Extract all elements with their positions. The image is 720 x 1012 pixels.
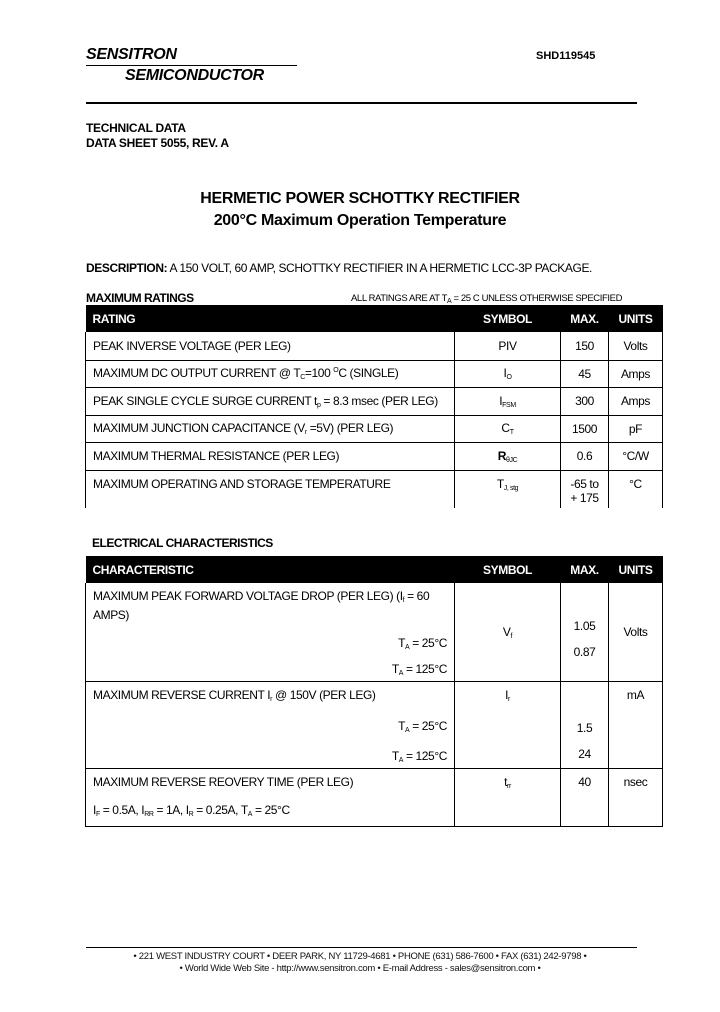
symbol-cell: $I_r$ [455, 682, 561, 769]
table-row [86, 470, 663, 508]
col-max: MAX. [561, 305, 609, 332]
part-number: SHD119545 [536, 50, 596, 62]
units-cell: Amps [609, 387, 663, 415]
table-row [86, 387, 663, 415]
electrical-heading: ELECTRICAL CHARACTERISTICS [92, 536, 273, 550]
description [86, 261, 592, 275]
max-cell: 150 [561, 332, 609, 360]
condition-125c: $T_A = 125^\circ C$ [391, 749, 447, 764]
symbol-cell: $T_{J, stg}$ [455, 470, 561, 508]
table-row [86, 769, 663, 827]
characteristic-cell: MAXIMUM REVERSE CURRENT $I_r$ @ 150V (PER LEG) $T_A = 25^\circ C$ $T_A = 125^\circ C$ [86, 682, 455, 769]
characteristic-cell: MAXIMUM PEAK FORWARD VOLTAGE DROP (PER LEG) ($I_f = 60$ AMPS) $T_A = 25^\circ C$ $T_A = 125^\circ C$ [86, 583, 455, 682]
max-cell: 40 [561, 769, 609, 827]
document-info [86, 121, 229, 151]
test-conditions: $I_F = 0.5A$, $I_{RR} = 1A$, $I_R = 0.25A$, $T_A = 25^\circ C$ [93, 803, 290, 818]
symbol-cell: $I_O$ [455, 360, 561, 387]
col-units: UNITS [609, 556, 663, 583]
characteristic-cell: MAXIMUM REVERSE REOVERY TIME (PER LEG) $I_F = 0.5A$, $I_{RR} = 1A$, $I_R = 0.25A$, $T_A = 25^\circ C$ [86, 769, 455, 827]
rating-cell: MAXIMUM OPERATING AND STORAGE TEMPERATURE [86, 470, 455, 508]
units-cell: Volts [609, 332, 663, 360]
rating-cell: MAXIMUM THERMAL RESISTANCE (PER LEG) [86, 442, 455, 470]
table-row [86, 682, 663, 769]
max-cell: -65 to + 175 [561, 470, 609, 508]
col-symbol: SYMBOL [455, 305, 561, 332]
table-row [86, 360, 663, 387]
table-row [86, 332, 663, 360]
units-cell: mA [609, 682, 663, 769]
units-cell: Volts [609, 583, 663, 682]
col-symbol: SYMBOL [455, 556, 561, 583]
condition-25c: $T_A = 25^\circ C$ [398, 636, 447, 651]
condition-25c: $T_A = 25^\circ C$ [398, 719, 447, 734]
ratings-note: ALL RATINGS ARE AT $T_A = 25$ C UNLESS OTHERWISE SPECIFIED [351, 293, 623, 305]
document-title: HERMETIC POWER SCHOTTKY RECTIFIER [200, 190, 520, 207]
table-row [86, 583, 663, 682]
condition-125c: $T_A = 125^\circ C$ [391, 662, 447, 677]
units-cell: pF [609, 415, 663, 442]
footer-address: • 221 WEST INDUSTRY COURT • DEER PARK, NY 11729-4681 • PHONE (631) 586-7600 • FAX (631) 242-9798 • [133, 951, 587, 962]
description-label: DESCRIPTION: [86, 261, 168, 275]
col-units: UNITS [609, 305, 663, 332]
rating-cell: MAXIMUM DC OUTPUT CURRENT @ $T_C=100$ $^O$C (SINGLE) [86, 360, 455, 387]
symbol-cell: $V_f$ [455, 583, 561, 682]
units-cell: °C/W [609, 442, 663, 470]
max-cell: 1.5 24 [561, 682, 609, 769]
electrical-table [85, 556, 663, 827]
units-cell: Amps [609, 360, 663, 387]
rating-cell: MAXIMUM JUNCTION CAPACITANCE $(V_r =5V)$ (PER LEG) [86, 415, 455, 442]
max-cell: 1500 [561, 415, 609, 442]
footer-contact: • World Wide Web Site - http://www.sensitron.com • E-mail Address - sales@sensitron.com • [179, 963, 541, 974]
rating-cell: PEAK SINGLE CYCLE SURGE CURRENT $t_p = 8.3$ msec (PER LEG) [86, 387, 455, 415]
symbol-cell: $R_{\theta JC}$ [455, 442, 561, 470]
symbol-cell: $t_{rr}$ [455, 769, 561, 827]
table-header-row [86, 305, 663, 332]
brand-name: SENSITRON [86, 46, 177, 63]
units-cell: °C [609, 470, 663, 508]
rating-cell: PEAK INVERSE VOLTAGE (PER LEG) [86, 332, 455, 360]
document-subtitle: 200°C Maximum Operation Temperature [213, 212, 507, 229]
symbol-cell: $I_{FSM}$ [455, 387, 561, 415]
units-cell: nsec [609, 769, 663, 827]
description-text: A 150 VOLT, 60 AMP, SCHOTTKY RECTIFIER IN A HERMETIC LCC-3P PACKAGE. [167, 261, 592, 275]
table-header-row [86, 556, 663, 583]
max-ratings-table [85, 305, 663, 508]
max-cell: 0.6 [561, 442, 609, 470]
brand-underline [86, 65, 297, 66]
symbol-cell: $C_T$ [455, 415, 561, 442]
header-divider [86, 102, 637, 104]
table-row [86, 415, 663, 442]
max-cell: 1.05 0.87 [561, 583, 609, 682]
max-cell: 300 [561, 387, 609, 415]
data-sheet-revision: DATA SHEET 5055, REV. A [86, 136, 229, 150]
max-ratings-heading: MAXIMUM RATINGS [86, 291, 194, 305]
symbol-cell: PIV [455, 332, 561, 360]
max-cell: 45 [561, 360, 609, 387]
col-characteristic: CHARACTERISTIC [86, 556, 455, 583]
table-row [86, 442, 663, 470]
col-rating: RATING [86, 305, 455, 332]
brand-subtitle: SEMICONDUCTOR [125, 67, 264, 84]
col-max: MAX. [561, 556, 609, 583]
footer-divider [86, 947, 637, 948]
technical-data-label: TECHNICAL DATA [86, 121, 186, 135]
